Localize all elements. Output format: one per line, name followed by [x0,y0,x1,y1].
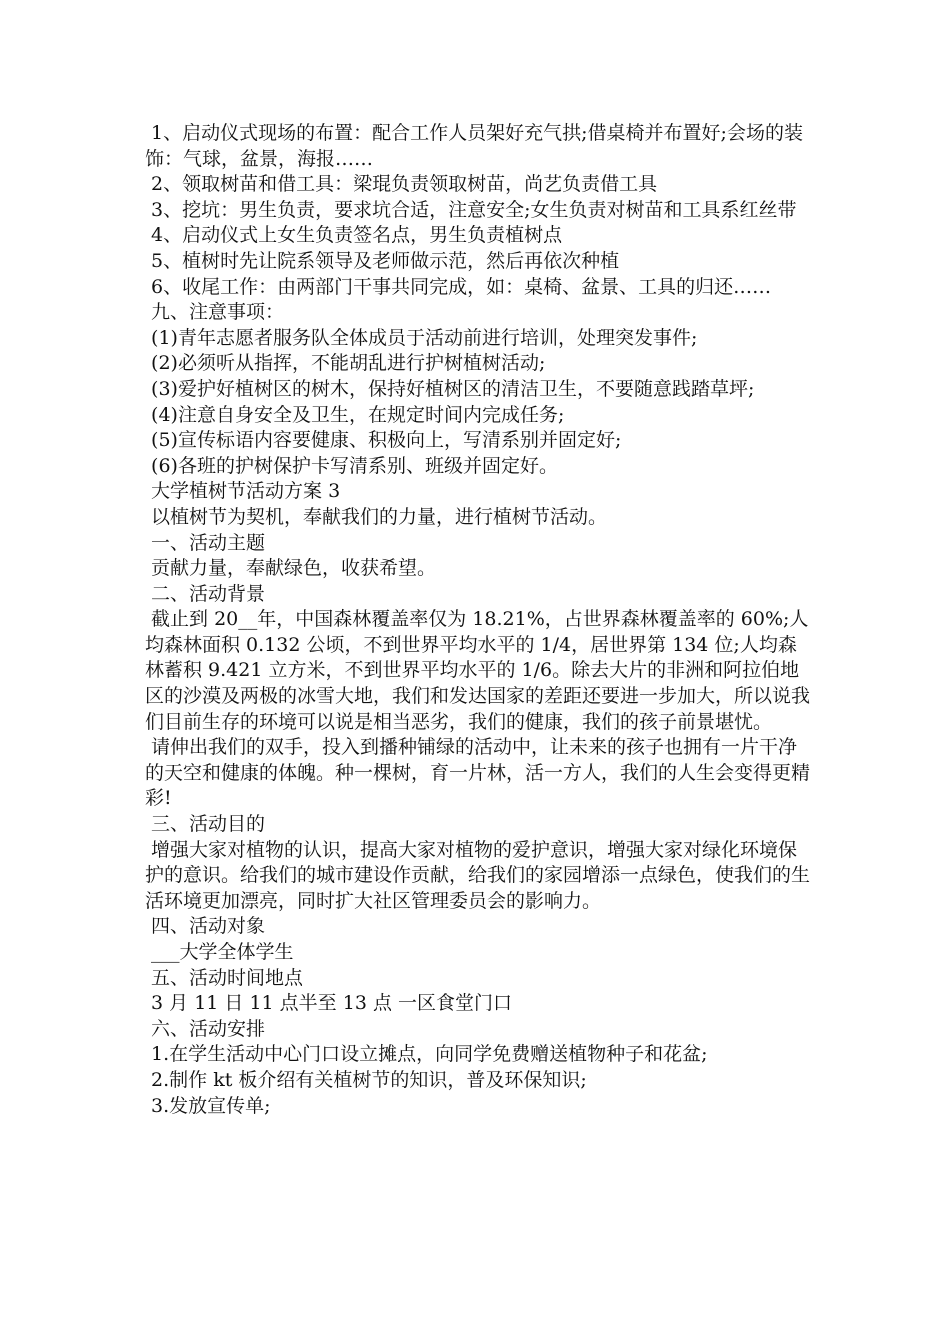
paragraph: 请伸出我们的双手，投入到播种铺绿的活动中，让未来的孩子也拥有一片干净的天空和健康的体魄。种一棵树，育一片林，活一方人，我们的人生会变得更精彩! [145,736,811,810]
paragraph: 贡献力量，奉献绿色，收获希望。 [145,557,437,580]
section-heading: 五、活动时间地点 [145,966,304,989]
paragraph: 5、植树时先让院系领导及老师做示范，然后再依次种植 [145,249,620,272]
paragraph: 截止到 20__年，中国森林覆盖率仅为 18.21%，占世界森林覆盖率的 60%;人均森林面积 0.132 公顷，不到世界平均水平的 1/4，居世界第 134 位;人均森林蓄积 9.421 立方米，不到世界平均水平的 1/6。除去大片的非洲和阿拉伯地区的沙漠及两极的冰雪大地，我们和发达国家的差距还要进一步加大，所以说我们目前生存的环境可以说是相当恶劣，我们的健康，我们的孩子前景堪忧。 [145,608,811,733]
paragraph: 6、收尾工作：由两部门干事共同完成，如：桌椅、盆景、工具的归还…… [145,275,772,298]
paragraph: 2.制作 kt 板介绍有关植树节的知识，普及环保知识; [145,1068,587,1091]
paragraph: 1、启动仪式现场的布置：配合工作人员架好充气拱;借桌椅并布置好;会场的装饰：气球，盆景，海报…… [145,122,803,170]
document-body [145,121,810,1119]
section-heading: 三、活动目的 [145,813,266,836]
paragraph: 增强大家对植物的认识，提高大家对植物的爱护意识，增强大家对绿化环境保护的意识。给我们的城市建设作贡献，给我们的家园增添一点绿色，使我们的生活环境更加漂亮，同时扩大社区管理委员会的影响力。 [145,838,811,912]
section-heading: 六、活动安排 [145,1017,266,1040]
paragraph: 1.在学生活动中心门口设立摊点，向同学免费赠送植物种子和花盆; [145,1043,708,1066]
section-heading: 一、活动主题 [145,531,266,554]
paragraph: (4)注意自身安全及卫生，在规定时间内完成任务; [145,403,565,426]
paragraph: 3、挖坑：男生负责，要求坑合适，注意安全;女生负责对树苗和工具系红丝带 [145,198,797,221]
paragraph: (2)必须听从指挥，不能胡乱进行护树植树活动; [145,352,546,375]
section-heading: 四、活动对象 [145,915,266,938]
paragraph: (5)宣传标语内容要健康、积极向上，写清系别并固定好; [145,429,622,452]
paragraph: ___大学全体学生 [145,941,294,963]
paragraph: 3 月 11 日 11 点半至 13 点 一区食堂门口 [145,992,512,1015]
paragraph: 以植树节为契机，奉献我们的力量，进行植树节活动。 [145,505,608,528]
section-heading: 九、注意事项： [145,301,285,324]
paragraph: (3)爱护好植树区的树木，保持好植树区的清洁卫生，不要随意践踏草坪; [145,377,755,400]
paragraph: 3.发放宣传单; [145,1094,271,1117]
paragraph: (6)各班的护树保护卡写清系别、班级并固定好。 [145,454,558,477]
document-title: 大学植树节活动方案 3 [145,480,341,503]
paragraph: 4、启动仪式上女生负责签名点，男生负责植树点 [145,224,563,247]
section-heading: 二、活动背景 [145,582,266,605]
paragraph: (1)青年志愿者服务队全体成员于活动前进行培训，处理突发事件; [145,326,698,349]
paragraph: 2、领取树苗和借工具：梁琨负责领取树苗，尚艺负责借工具 [145,173,658,196]
